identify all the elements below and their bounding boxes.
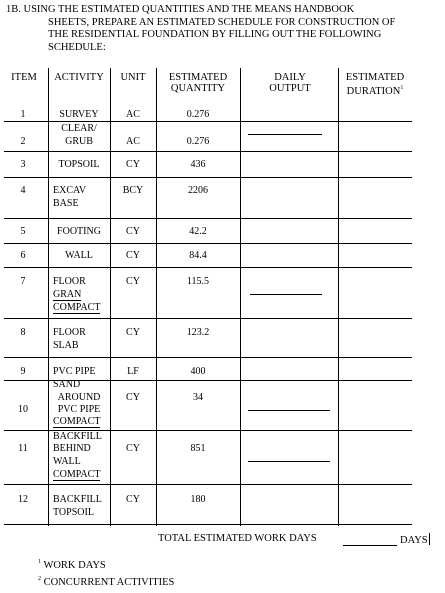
row-11-activity-line2: BEHIND (53, 443, 91, 454)
row-12-activity-line2: TOPSOIL (53, 507, 94, 518)
days-label: DAYS (400, 535, 428, 546)
row-divider (4, 151, 412, 152)
column-divider (240, 68, 241, 526)
row-2-activity-line1: CLEAR/ (61, 123, 97, 134)
row-divider (4, 267, 412, 268)
row-2-quantity: 0.276 (186, 136, 210, 147)
row-6-unit: CY (126, 250, 140, 261)
footnotes (38, 556, 174, 589)
row-11-item: 11 (18, 443, 28, 454)
row-7-activity-line2: GRAN (53, 289, 82, 300)
header-duration-line1: ESTIMATED (345, 72, 405, 83)
row-4-unit: BCY (122, 185, 144, 196)
row-1-quantity: 0.276 (186, 109, 210, 120)
row-2-activity-line2: GRUB (65, 136, 93, 147)
row-3-item: 3 (20, 159, 26, 170)
footnote-1: $^1$ WORK DAYS (38, 559, 106, 571)
row-11-unit: CY (126, 443, 140, 454)
row-10-activity-line4: COMPACT (53, 416, 101, 427)
total-days-blank[interactable] (343, 545, 397, 546)
header-daily-line2: OUTPUT (269, 83, 311, 94)
header-quantity (158, 72, 238, 94)
row-4-activity-line1: EXCAV (53, 185, 87, 196)
footnote-mark: 1 (400, 85, 404, 91)
instruction-line: THE RESIDENTIAL FOUNDATION BY FILLING OUT THE FOLLOWING (48, 29, 382, 40)
row-12-activity-line1: BACKFILL (53, 494, 102, 505)
header-duration-line2: DURATION$^1$ (346, 85, 404, 97)
row-6-item: 6 (20, 250, 26, 261)
row-divider (4, 218, 412, 219)
row-12-item: 12 (18, 494, 28, 505)
row-12-unit: CY (126, 494, 140, 505)
row-divider (4, 121, 412, 122)
row-8-activity-line2: SLAB (53, 340, 79, 351)
row-4-activity-line2: BASE (53, 198, 79, 209)
header-item: ITEM (11, 72, 37, 83)
row-10-quantity: 34 (193, 392, 203, 403)
row-divider (4, 243, 412, 244)
row-7-unit: CY (126, 276, 140, 287)
row-10-activity-line3: PVC PIPE (57, 404, 101, 415)
daily-output-blank (250, 294, 322, 295)
row-1-item: 1 (20, 109, 26, 120)
row-8-item: 8 (20, 327, 26, 338)
header-unit: UNIT (120, 72, 146, 83)
row-10-item: 10 (18, 404, 28, 415)
row-9-unit: LF (127, 366, 139, 377)
row-12-quantity: 180 (190, 494, 206, 505)
header-quantity-line2: QUANTITY (170, 83, 226, 94)
row-5-activity: FOOTING (57, 226, 101, 237)
row-8-unit: CY (126, 327, 140, 338)
header-quantity-line1: ESTIMATED (168, 72, 228, 83)
row-11-activity-line3: WALL (53, 456, 81, 467)
row-8-activity-line1: FLOOR (53, 327, 86, 338)
row-divider (4, 357, 412, 358)
row-5-quantity: 42.2 (189, 226, 207, 237)
instruction-line: SHEETS, PREPARE AN ESTIMATED SCHEDULE FOR CONSTRUCTION OF (48, 16, 396, 28)
total-work-days-label: TOTAL ESTIMATED WORK DAYS (158, 533, 317, 544)
row-7-quantity: 115.5 (186, 276, 210, 287)
row-10-activity-line2: AROUND (57, 392, 101, 403)
daily-output-blank (248, 134, 322, 135)
row-7-activity-line3: COMPACT (53, 302, 101, 313)
row-11-activity-line1: BACKFILL (53, 431, 102, 442)
row-11-activity-line4: COMPACT (53, 469, 101, 480)
row-6-activity: WALL (65, 250, 93, 261)
footnote-2: $^2$ CONCURRENT ACTIVITIES (38, 575, 175, 588)
row-divider (4, 524, 412, 525)
column-divider (338, 68, 339, 526)
instruction-line: 1B. USING THE ESTIMATED QUANTITIES AND THE MEANS HANDBOOK (6, 4, 355, 15)
row-2-unit: AC (126, 136, 140, 147)
instruction-line: SCHEDULE: (48, 41, 106, 53)
row-divider (4, 177, 412, 178)
row-8-quantity: 123.2 (186, 327, 210, 338)
row-11-quantity: 851 (190, 443, 206, 454)
row-9-item: 9 (20, 366, 26, 377)
column-divider (48, 68, 49, 526)
row-9-quantity: 400 (190, 366, 206, 377)
row-9-activity: PVC PIPE (53, 366, 96, 377)
header-activity: ACTIVITY (54, 72, 104, 83)
row-7-activity-line1: FLOOR (53, 276, 86, 287)
text-cursor (429, 533, 430, 545)
instructions (6, 4, 436, 54)
row-7-item: 7 (20, 276, 26, 287)
row-10-unit: CY (126, 392, 140, 403)
row-4-item: 4 (20, 185, 26, 196)
daily-output-blank (248, 410, 330, 411)
column-divider (156, 68, 157, 526)
row-4-quantity: 2206 (188, 185, 208, 196)
daily-output-blank (248, 461, 330, 462)
row-1-unit: AC (126, 109, 140, 120)
row-3-quantity: 436 (190, 159, 206, 170)
row-2-item: 2 (20, 136, 26, 147)
row-1-activity: SURVEY (59, 109, 99, 120)
row-divider (4, 318, 412, 319)
row-5-unit: CY (126, 226, 140, 237)
header-duration (340, 72, 410, 97)
row-3-activity: TOPSOIL (58, 159, 100, 170)
row-10-activity-line1: SAND (53, 379, 81, 390)
header-daily-line1: DAILY (274, 72, 306, 83)
row-5-item: 5 (20, 226, 26, 237)
row-3-unit: CY (126, 159, 140, 170)
row-divider (4, 484, 412, 485)
row-6-quantity: 84.4 (189, 250, 207, 261)
header-daily-output (242, 72, 338, 94)
